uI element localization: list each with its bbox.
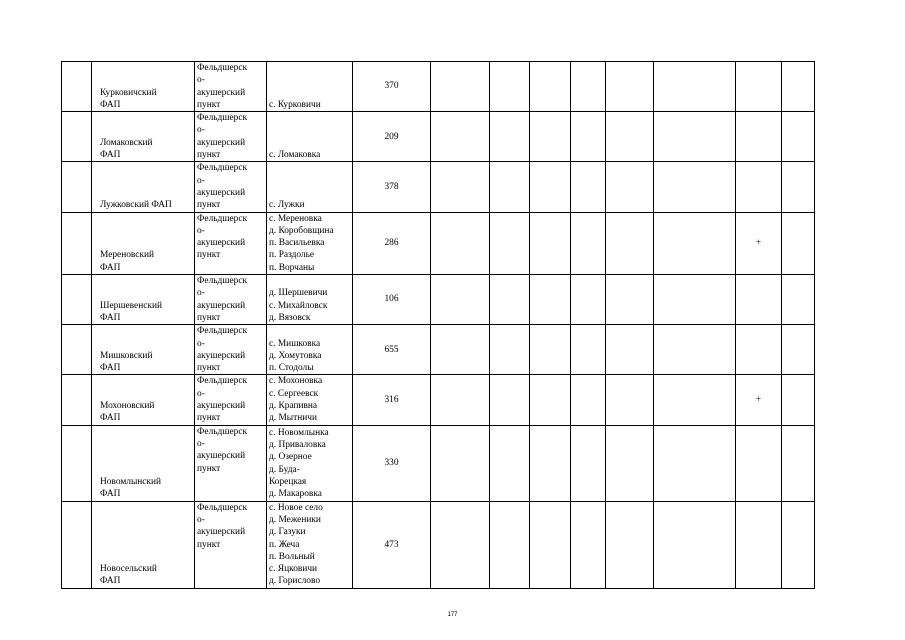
mark-cell: + — [736, 375, 782, 425]
villages-cell — [267, 62, 353, 112]
empty-cell — [606, 501, 654, 588]
table-row — [62, 112, 815, 162]
empty-cell — [782, 275, 815, 325]
villages-cell — [267, 325, 353, 375]
facility-name-line: ФАП — [100, 363, 121, 374]
index-cell — [62, 62, 92, 112]
village-line: с. Мереновка — [269, 213, 322, 224]
empty-cell — [782, 325, 815, 375]
index-cell — [62, 275, 92, 325]
facility-name-line: ФАП — [100, 262, 121, 273]
empty-cell — [654, 212, 736, 274]
facility-name-line: Ломаковский — [100, 137, 153, 148]
empty-cell — [571, 501, 606, 588]
empty-cell — [654, 112, 736, 162]
facility-type-cell — [195, 425, 267, 501]
facility-type-line: пункт — [197, 413, 221, 424]
empty-cell — [571, 212, 606, 274]
facility-name-cell — [92, 162, 195, 212]
index-cell — [62, 425, 92, 501]
empty-cell — [571, 112, 606, 162]
village-line: д. Газуки — [269, 527, 306, 538]
empty-cell — [571, 325, 606, 375]
table-row — [62, 425, 815, 501]
empty-cell — [782, 162, 815, 212]
facility-type-line: пункт — [197, 99, 221, 110]
facility-type-line: пункт — [197, 250, 221, 261]
villages-cell — [267, 212, 353, 274]
empty-cell — [530, 162, 571, 212]
empty-cell — [431, 375, 490, 425]
index-cell — [62, 375, 92, 425]
empty-cell — [782, 375, 815, 425]
village-line: с. Курковичи — [269, 99, 321, 110]
empty-cell — [782, 501, 815, 588]
village-line: д. Приваловка — [269, 440, 326, 451]
facility-name-line: Курковичский — [100, 87, 157, 98]
empty-cell — [490, 212, 530, 274]
facility-name-line: Мишковский — [100, 350, 153, 361]
facility-type-line: пункт — [197, 200, 221, 211]
table-row — [62, 325, 815, 375]
village-line: д. Хомутовка — [269, 350, 322, 361]
empty-cell — [606, 212, 654, 274]
empty-cell — [606, 62, 654, 112]
empty-cell — [490, 375, 530, 425]
population-cell: 370 — [353, 62, 431, 112]
empty-cell — [571, 425, 606, 501]
facility-name-line: Новосельский — [100, 564, 157, 575]
page-number: 177 — [447, 612, 458, 618]
facility-type-line: акушерский — [197, 451, 246, 462]
facility-name-line: ФАП — [100, 312, 121, 323]
village-line: с. Ломаковка — [269, 150, 321, 161]
facility-type-line: акушерский — [197, 238, 246, 249]
facility-type-line: о- — [197, 125, 205, 136]
facility-type-line: о- — [197, 175, 205, 186]
empty-cell — [530, 62, 571, 112]
index-cell — [62, 112, 92, 162]
mark-cell — [736, 501, 782, 588]
index-cell — [62, 501, 92, 588]
facility-name-cell — [92, 212, 195, 274]
villages-cell — [267, 162, 353, 212]
facility-type-cell — [195, 375, 267, 425]
empty-cell — [782, 212, 815, 274]
village-line: д. Горислово — [269, 576, 321, 587]
village-line: с. Лужки — [269, 200, 305, 211]
population-cell: 286 — [353, 212, 431, 274]
village-line: д. Вязовск — [269, 312, 311, 323]
facility-type-line: о- — [197, 388, 205, 399]
empty-cell — [654, 501, 736, 588]
population-cell: 378 — [353, 162, 431, 212]
empty-cell — [490, 501, 530, 588]
empty-cell — [490, 325, 530, 375]
empty-cell — [571, 62, 606, 112]
facility-type-line: акушерский — [197, 187, 246, 198]
villages-cell — [267, 112, 353, 162]
table-row — [62, 62, 815, 112]
mark-cell: + — [736, 212, 782, 274]
facility-type-line: о- — [197, 338, 205, 349]
village-line: п. Стодолы — [269, 363, 314, 374]
empty-cell — [782, 425, 815, 501]
facility-type-line: Фельдшерск — [197, 326, 248, 337]
villages-cell — [267, 375, 353, 425]
facility-type-line: пункт — [197, 539, 221, 550]
empty-cell — [530, 112, 571, 162]
village-line: д. Мытничи — [269, 413, 317, 424]
village-line: д. Коробовщина — [269, 225, 334, 236]
empty-cell — [654, 275, 736, 325]
facility-type-line: акушерский — [197, 527, 246, 538]
village-line: д. Буда- — [269, 464, 300, 475]
facility-type-cell — [195, 325, 267, 375]
table-row — [62, 275, 815, 325]
empty-cell — [654, 375, 736, 425]
village-line: п. Жеча — [269, 539, 300, 550]
facility-name-line: Новомлынский — [100, 477, 162, 488]
empty-cell — [782, 62, 815, 112]
empty-cell — [606, 112, 654, 162]
facility-type-line: Фельдшерск — [197, 276, 248, 287]
mark-cell — [736, 112, 782, 162]
empty-cell — [654, 162, 736, 212]
facility-type-line: акушерский — [197, 350, 246, 361]
empty-cell — [571, 375, 606, 425]
population-cell: 316 — [353, 375, 431, 425]
empty-cell — [530, 375, 571, 425]
table-row — [62, 501, 815, 588]
village-line: п. Васильевка — [269, 238, 325, 249]
population-cell: 106 — [353, 275, 431, 325]
table-row — [62, 212, 815, 274]
population-cell: 655 — [353, 325, 431, 375]
empty-cell — [431, 62, 490, 112]
facility-name-line: Мохоновский — [100, 401, 155, 412]
empty-cell — [571, 162, 606, 212]
empty-cell — [571, 275, 606, 325]
facility-type-line: Фельдшерск — [197, 113, 248, 124]
facility-type-cell — [195, 501, 267, 588]
table-row — [62, 162, 815, 212]
facility-type-cell — [195, 212, 267, 274]
facility-type-line: о- — [197, 438, 205, 449]
facility-type-line: Фельдшерск — [197, 63, 248, 73]
facility-type-line: о- — [197, 225, 205, 236]
village-line: д. Крапивна — [269, 401, 318, 412]
empty-cell — [530, 275, 571, 325]
facility-name-line: ФАП — [100, 150, 121, 161]
facility-type-line: пункт — [197, 463, 221, 474]
village-line: д. Шершевичи — [269, 288, 328, 299]
facility-type-line: Фельдшерск — [197, 376, 248, 387]
village-line: п. Раздолье — [269, 250, 315, 261]
facility-name-cell — [92, 375, 195, 425]
empty-cell — [431, 112, 490, 162]
facility-name-cell — [92, 425, 195, 501]
population-cell: 209 — [353, 112, 431, 162]
village-line: с. Мохоновка — [269, 376, 323, 387]
empty-cell — [431, 212, 490, 274]
village-line: д. Макаровка — [269, 489, 322, 500]
facility-type-line: Фельдшерск — [197, 426, 248, 437]
village-line: д. Озерное — [269, 452, 312, 463]
facility-type-line: Фельдшерск — [197, 502, 248, 513]
population-cell: 473 — [353, 501, 431, 588]
facility-type-line: Фельдшерск — [197, 213, 248, 224]
village-line: с. Яцковичи — [269, 564, 318, 575]
empty-cell — [606, 325, 654, 375]
empty-cell — [606, 375, 654, 425]
empty-cell — [431, 275, 490, 325]
mark-cell — [736, 325, 782, 375]
facility-name-line: ФАП — [100, 576, 121, 587]
index-cell — [62, 162, 92, 212]
facility-type-line: о- — [197, 75, 205, 86]
mark-cell — [736, 62, 782, 112]
facilities-table — [61, 61, 815, 589]
empty-cell — [782, 112, 815, 162]
village-line: п. Вольный — [269, 551, 315, 562]
village-line: с. Михайловск — [269, 300, 328, 311]
facility-name-line: ФАП — [100, 413, 121, 424]
empty-cell — [490, 62, 530, 112]
empty-cell — [530, 425, 571, 501]
mark-cell — [736, 275, 782, 325]
empty-cell — [431, 501, 490, 588]
mark-cell — [736, 425, 782, 501]
facility-name-cell — [92, 275, 195, 325]
facility-name-line: ФАП — [100, 99, 121, 110]
empty-cell — [431, 425, 490, 501]
empty-cell — [490, 425, 530, 501]
empty-cell — [606, 425, 654, 501]
empty-cell — [606, 275, 654, 325]
empty-cell — [490, 162, 530, 212]
facility-type-line: акушерский — [197, 87, 246, 98]
facility-name-line: Мереновский — [100, 250, 155, 261]
facility-type-line: пункт — [197, 312, 221, 323]
villages-cell — [267, 425, 353, 501]
facility-type-line: Фельдшерск — [197, 163, 248, 174]
empty-cell — [490, 112, 530, 162]
empty-cell — [431, 162, 490, 212]
table-body — [62, 62, 815, 589]
empty-cell — [530, 325, 571, 375]
facility-type-cell — [195, 162, 267, 212]
facility-name-cell — [92, 325, 195, 375]
facility-name-line: ФАП — [100, 489, 121, 500]
facility-type-cell — [195, 112, 267, 162]
facility-type-line: акушерский — [197, 300, 246, 311]
villages-cell — [267, 275, 353, 325]
facility-name-line: Шершевенский — [100, 300, 162, 311]
empty-cell — [490, 275, 530, 325]
facility-name-cell — [92, 62, 195, 112]
village-line: Корецкая — [269, 477, 307, 488]
empty-cell — [431, 325, 490, 375]
facility-type-line: о- — [197, 514, 205, 525]
facility-type-cell — [195, 275, 267, 325]
empty-cell — [530, 212, 571, 274]
facility-name-cell — [92, 501, 195, 588]
table-row — [62, 375, 815, 425]
village-line: п. Ворчаны — [269, 262, 315, 273]
empty-cell — [530, 501, 571, 588]
index-cell — [62, 325, 92, 375]
village-line: с. Сергеевск — [269, 388, 319, 399]
facility-name-cell — [92, 112, 195, 162]
empty-cell — [654, 425, 736, 501]
mark-cell — [736, 162, 782, 212]
facility-type-line: акушерский — [197, 401, 246, 412]
village-line: д. Меженики — [269, 514, 321, 525]
facility-type-line: акушерский — [197, 137, 246, 148]
index-cell — [62, 212, 92, 274]
facility-type-cell — [195, 62, 267, 112]
village-line: с. Новое село — [269, 502, 323, 513]
empty-cell — [654, 62, 736, 112]
empty-cell — [654, 325, 736, 375]
empty-cell — [606, 162, 654, 212]
population-cell: 330 — [353, 425, 431, 501]
villages-cell — [267, 501, 353, 588]
village-line: с. Новомлынка — [269, 427, 329, 438]
facility-type-line: пункт — [197, 150, 221, 161]
village-line: с. Мишковка — [269, 338, 321, 349]
facility-type-line: пункт — [197, 363, 221, 374]
facility-name-line: Лужковский ФАП — [100, 200, 172, 211]
facility-type-line: о- — [197, 288, 205, 299]
